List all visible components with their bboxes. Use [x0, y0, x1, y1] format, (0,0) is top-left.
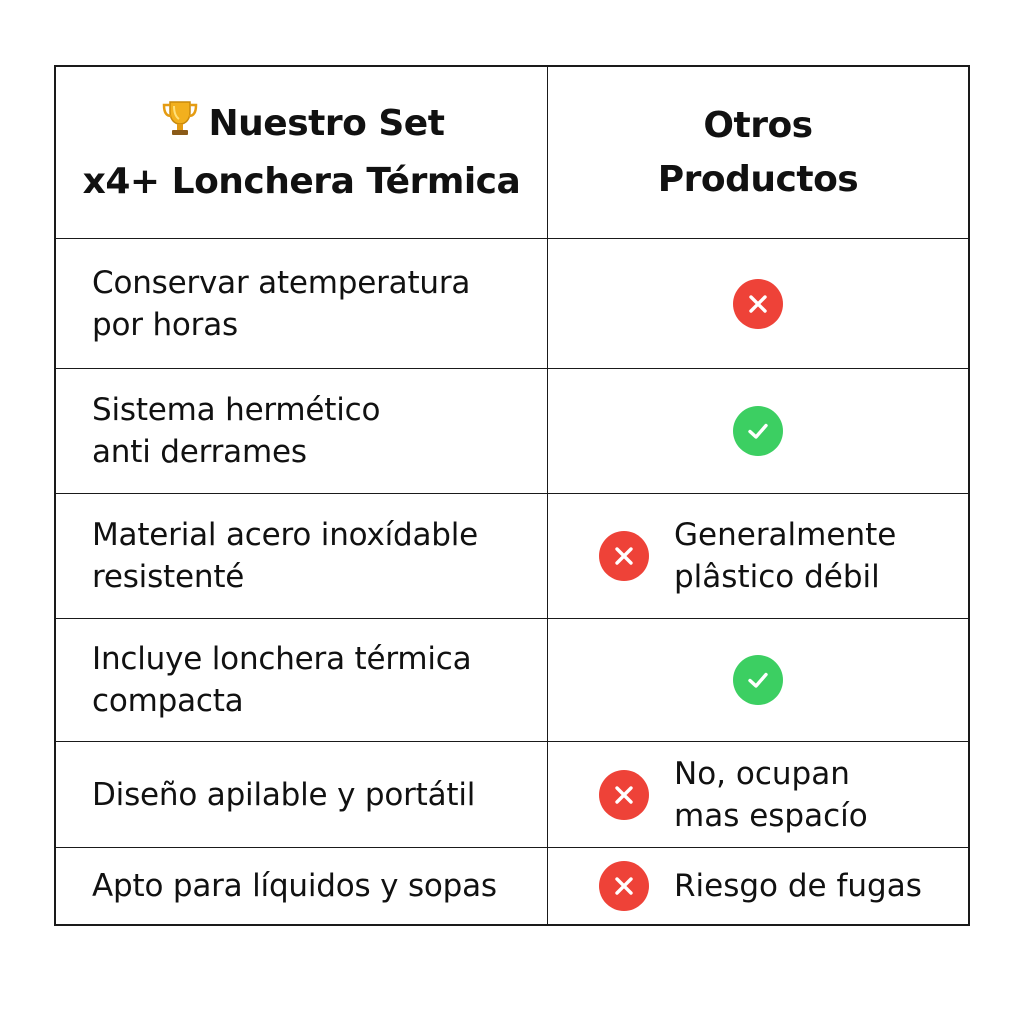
table-row	[56, 368, 968, 493]
other-cell	[548, 369, 968, 493]
note-line2: mas espacío	[674, 797, 868, 834]
other-note	[674, 753, 868, 837]
table-row	[56, 493, 968, 618]
header-right-line1: Otros	[703, 104, 813, 146]
feature-cell	[56, 742, 548, 847]
header-left-line2: x4+ Lonchera Térmica	[82, 160, 521, 202]
feature-cell	[56, 494, 548, 618]
x-icon	[599, 770, 649, 820]
other-note	[674, 865, 922, 907]
x-icon	[599, 531, 649, 581]
check-icon	[733, 655, 783, 705]
other-cell	[548, 742, 968, 847]
header-left-line1: Nuestro Set	[208, 102, 445, 144]
table-row	[56, 618, 968, 741]
other-cell	[548, 494, 968, 618]
x-icon	[733, 279, 783, 329]
table-row	[56, 847, 968, 924]
note-line2: plâstico débil	[674, 559, 880, 595]
other-note	[674, 514, 896, 598]
table-row	[56, 741, 968, 847]
other-cell	[548, 848, 968, 924]
table-header-row	[56, 67, 968, 238]
feature-line1: Conservar atemperatura	[92, 264, 471, 301]
header-right-line2: Productos	[657, 158, 859, 200]
comparison-table	[54, 65, 970, 926]
feature-cell	[56, 369, 548, 493]
other-cell	[548, 619, 968, 741]
header-other-products	[548, 67, 968, 238]
feature-cell	[56, 848, 548, 924]
feature-line2: anti derrames	[92, 434, 307, 470]
x-icon	[599, 861, 649, 911]
feature-cell	[56, 239, 548, 368]
trophy-icon	[159, 97, 201, 155]
feature-line2: compacta	[92, 683, 244, 719]
feature-line1: Diseño apilable y portátil	[92, 776, 476, 813]
feature-line2: por horas	[92, 306, 238, 343]
feature-cell	[56, 619, 548, 741]
note-line1: No, ocupan	[674, 755, 850, 792]
note-line1: Riesgo de fugas	[674, 868, 922, 904]
feature-line2: resistenté	[92, 559, 245, 595]
table-row	[56, 238, 968, 368]
check-icon	[733, 406, 783, 456]
note-line1: Generalmente	[674, 517, 897, 553]
feature-line1: Apto para líquidos y sopas	[92, 868, 497, 904]
feature-line1: Sistema hermético	[92, 392, 381, 428]
feature-line1: Material acero inoxídable	[92, 517, 479, 553]
header-our-set	[56, 67, 548, 238]
other-cell	[548, 239, 968, 368]
feature-line1: Incluye lonchera térmica	[92, 641, 472, 677]
